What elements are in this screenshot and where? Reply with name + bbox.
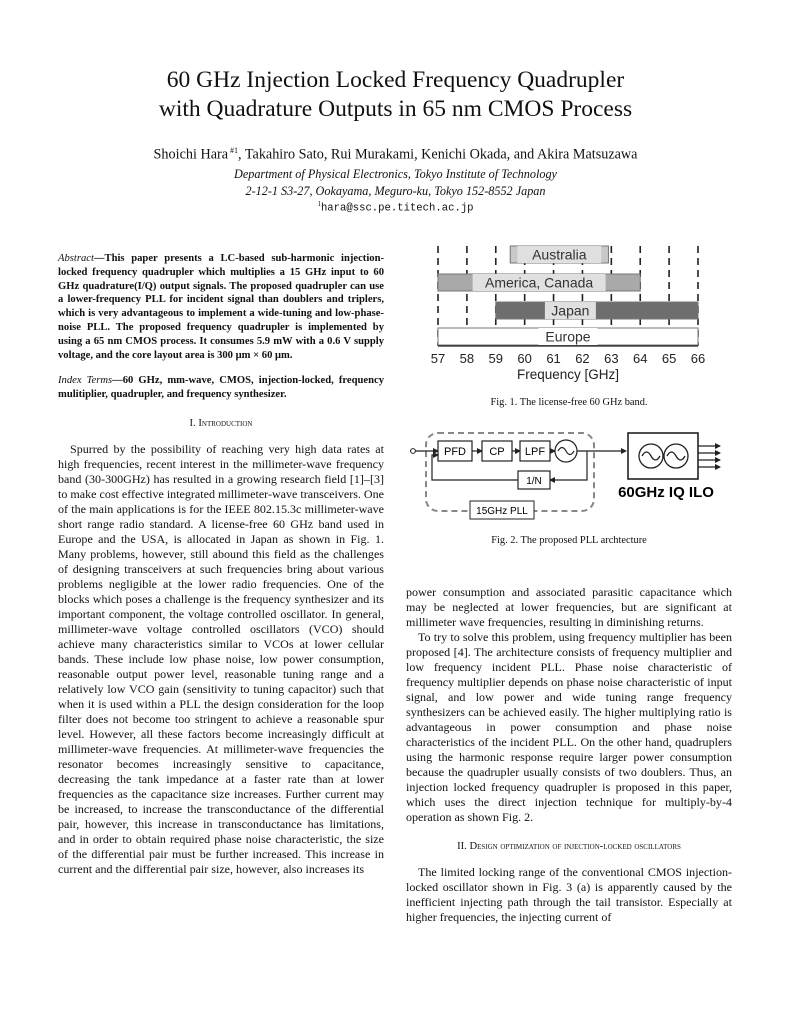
abstract [58,252,384,362]
email-address: hara@ssc.pe.titech.ac.jp [320,202,474,215]
section-title: Introduction [198,417,253,429]
author-list [60,146,731,164]
affiliation-line-1: Department of Physical Electronics, Tokyo Institute of Technology [234,167,557,181]
cp-label: CP [489,446,505,458]
section-numeral: II. [457,841,467,852]
ilo-block [628,433,698,479]
figure-1-caption: Fig. 1. The license-free 60 GHz band. [490,397,648,408]
vco-symbol-icon [555,440,577,462]
tick-label: 60 [517,351,532,366]
index-terms-text: 60 GHz, mm-wave, CMOS, injection-locked, frequency mulitiplier, quadrupler, and frequency synthesizer. [58,375,384,401]
first-author: Shoichi Hara [153,146,229,163]
affiliation [60,166,731,200]
tick-label: 57 [430,351,446,366]
tick-label: 63 [604,351,619,366]
paper-title [60,66,731,124]
author-email [60,200,731,215]
abstract-text: This paper presents a LC-based sub-harmonic injection-locked frequency quadrupler which multiplies a 15 GHz input to 60 GHz quadrature(I/Q) output signals. The proposed quadrupler can use a lower-frequency PLL for incident signal than doublers and triplers, which is very advantageous to implement a wide-tuning and low-phase-noise PLL. The proposed frequency quadrupler is implemented by using a 65 nm CMOS process. It consumes 5.9 mW with a 0.6 V supply voltage, and the core layout area is 300 μm × 60 μm. [58,253,384,361]
section-title: Design optimization of injection-locked oscillators [469,841,681,852]
band-label: Australia [532,246,587,263]
pfd-block [438,441,472,461]
left-column [58,252,384,877]
band-label: Europe [545,328,591,345]
index-terms-label: Index Terms [58,375,113,387]
section-numeral: I. [189,417,196,429]
right-column [406,585,732,925]
band-label: America, Canada [485,274,594,291]
tick-label: 59 [488,351,504,366]
ilo-label: 60GHz IQ ILO [618,484,714,501]
tick-label: 65 [661,351,677,366]
design-paragraph-1: The limited locking range of the conventional CMOS injection-locked oscillator shown in Fig. 3 (a) is apparently caused by the inefficient injecting path through the tail transistor. Especially at higher frequencies, the injecting current of [406,865,732,924]
pfd-label: PFD [444,446,466,458]
ilo-outputs [698,446,720,467]
divider-block [518,471,550,489]
intro-paragraph-1-continued: power consumption and associated parasitic capacitance which may be neglected at lower frequencies, but are significant at millimeter wave frequencies, resulting in diminishing returns. [406,585,732,629]
figure-2-caption: Fig. 2. The proposed PLL archtecture [491,535,647,546]
title-line-2: with Quadrature Outputs in 65 nm CMOS Process [158,96,633,122]
other-authors: , Takahiro Sato, Rui Murakami, Kenichi Okada, and Akira Matsuzawa [238,146,638,163]
divider-label: 1/N [526,476,542,487]
figure-2-pll-diagram [410,428,730,524]
figure-1-band-chart [418,238,718,386]
x-axis-label: Frequency [GHz] [516,367,620,382]
email-mark: 1 [317,200,321,208]
band-bar [496,302,698,319]
pll-label-box [470,501,534,519]
abstract-label: Abstract [58,253,94,264]
affiliation-line-2: 2-12-1 S3-27, Ookayama, Meguro-ku, Tokyo 152-8552 Japan [245,184,546,198]
tick-label: 58 [459,351,475,366]
author-mark: #1 [230,146,239,155]
section-heading-introduction [58,416,384,431]
section-heading-design [406,839,732,854]
tick-label: 62 [575,351,590,366]
lpf-label: LPF [524,446,546,458]
intro-paragraph-1: Spurred by the possibility of reaching very high data rates at high frequencies, recent interest in the millimeter-wave frequency band (30-300GHz) has resulted in a growing research field [1]–[3] to make cost effective integrated millimeter-wave transceivers. One of the main applications is for the IEEE 802.15.3c millimeter-wave short range radio standard. A license-free 60 GHz band used in Europe and the USA, is allocated in Japan as shown in Fig. 1. Many problems, however, still abound this field as the challenges of designing transceivers at such frequencies bring about various problems negligible at the lower radio frequencies. One of the blocks which poses a challenge is the frequency synthesizer and its important component, the voltage controlled oscillator. In general, millimeter-wave voltage controlled oscillators (VCO) should achieve many characteristics similar to VCOs at lower cellular bands. These include low phase noise, low power consumption, reasonable output power level, reasonable tuning range and a relatively low VCO gain (sensitivity to tuning capacitor) such that when it is used within a PLL the design consideration for the loop filter does not become too stringent to achieve a reasonable spur level. However, all these factors become increasingly difficult at millimeter-wave frequencies. At millimeter-wave frequencies the resonator becomes increasingly sensitive to capacitance, decreasing the tank impedance at a faster rate than at lower frequencies as the capacitance size increases. Further current may be increased, to increase the transconductance of the differential pair, however, this increase in transconductance has limitations, and in order to obtain required phase noise characteristic, the size of the differential pair must be further increased. This increase in current and the differential pair size, however, also increases its [58,441,385,876]
band-label: Japan [551,302,590,319]
cp-block [482,441,512,461]
lpf-block [520,441,550,461]
index-terms [58,374,384,402]
tick-label: 66 [690,351,706,366]
tick-label: 61 [546,351,561,366]
abstract-dash: — [93,253,105,264]
title-line-1: 60 GHz Injection Locked Frequency Quadrupler [166,67,625,93]
index-terms-dash: — [112,375,123,387]
pll-label: 15GHz PLL [476,506,528,517]
tick-label: 64 [632,351,648,366]
intro-paragraph-2: To try to solve this problem, using frequency multiplier has been proposed [4]. The architecture consists of frequency multiplier and low frequency incident PLL. Phase noise characteristic of frequency multiplier depends on phase noise characteristic of input signal, and low power and wide tuning range frequency synthesizers can be achieved easily. The higher multiplying ratio is advantageous in power consumption and phase noise characteristics of the incident PLL. On the other hand, quadruplers using the harmonic response require larger power consumption because the quadrupler usually consists of two doublers. Thus, an injection locked frequency quadrupler is proposed in this paper, which uses the direct injection technique for multiply-by-4 operation as shown Fig. 2. [406,630,732,824]
